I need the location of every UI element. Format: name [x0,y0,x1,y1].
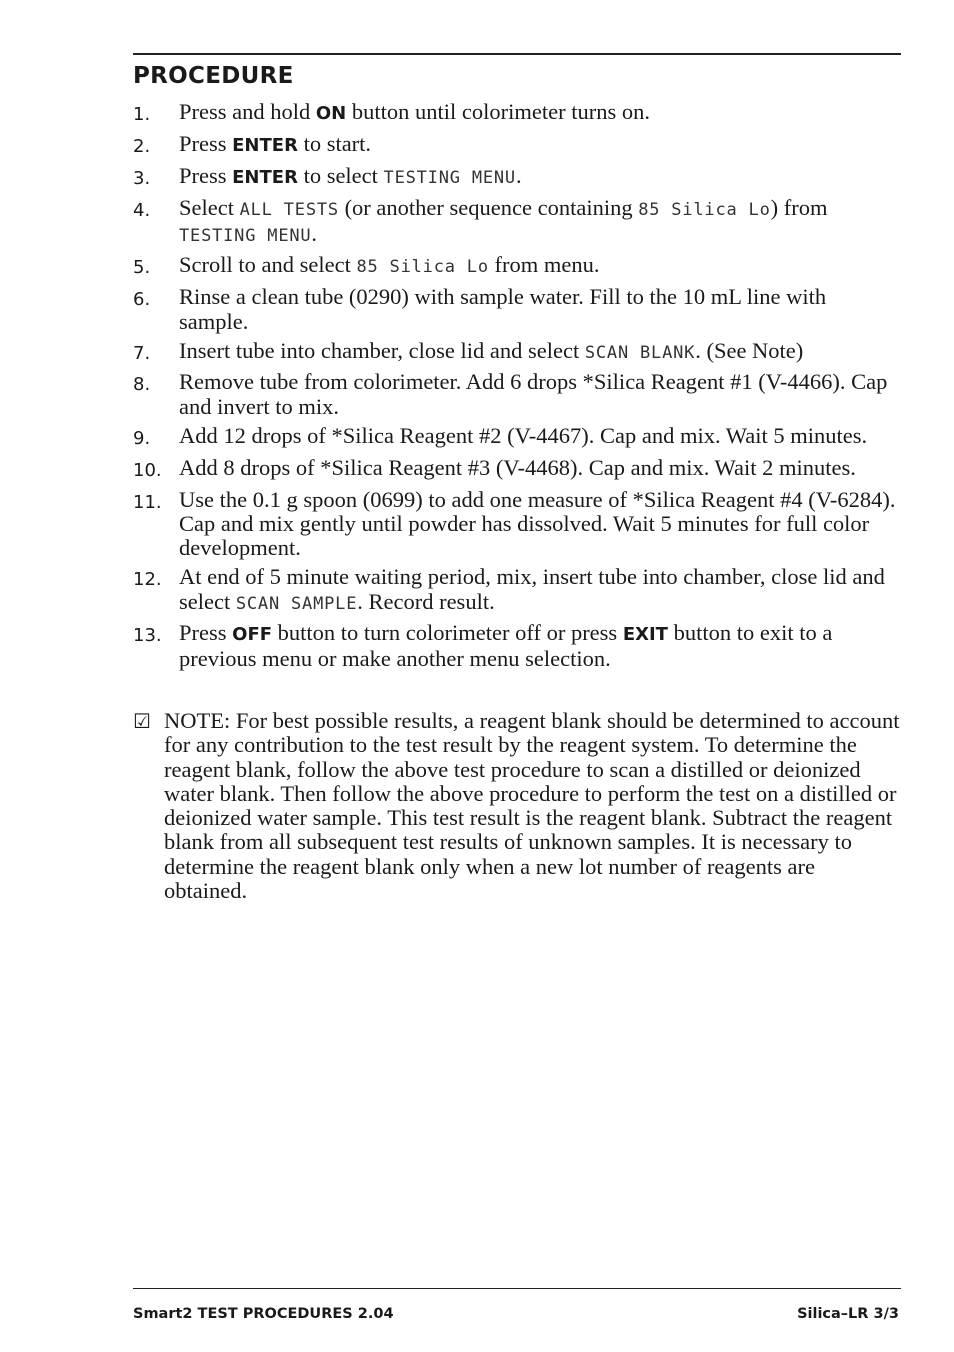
step-text [179,132,901,159]
procedure-steps [133,100,901,676]
procedure-step [133,565,901,616]
bottom-rule [133,1288,901,1289]
checkbox-icon: ☑ [133,709,151,733]
step-text [179,424,901,451]
step-text [179,339,901,366]
step-text [179,565,901,616]
display-text: 85 Silica Lo [356,257,489,278]
button-name: ENTER [232,166,298,188]
procedure-step [133,488,901,561]
procedure-step [133,196,901,249]
step-text [179,488,901,561]
step-text [179,196,901,249]
step-text-run: button to exit to a previous menu or make another menu selection. [179,619,833,671]
step-text [179,253,901,280]
step-number: 7. [133,342,151,364]
display-text: SCAN SAMPLE [235,593,358,614]
step-text-run: from menu. [488,252,600,278]
step-text-run: At end of 5 minute waiting period, mix, insert tube into chamber, close lid and select [179,564,885,614]
procedure-step [133,456,901,483]
button-name: ENTER [232,134,298,156]
step-number: 9. [133,427,151,449]
procedure-step [133,339,901,366]
note-block [133,709,901,903]
display-text: TESTING MENU [179,226,312,247]
step-number: 5. [133,257,151,279]
step-text-run: Press and hold [179,99,316,124]
step-number: 8. [133,374,151,396]
step-text-run: button to turn colorimeter off or press [272,619,623,645]
display-text: ALL TESTS [239,199,339,220]
step-text [179,456,901,483]
step-number: 13. [133,624,162,646]
procedure-step [133,132,901,159]
button-name: OFF [232,623,273,645]
footer-left: Smart2 TEST PROCEDURES 2.04 [133,1306,394,1322]
step-text [179,285,901,334]
section-title: PROCEDURE [133,63,294,89]
step-text-run: Add 8 drops of *Silica Reagent #3 (V-4468). Cap and mix. Wait 2 minutes. [179,454,856,480]
step-text [179,621,901,672]
step-text-run: button until colorimeter turns on. [346,99,650,124]
button-name: ON [315,103,347,124]
step-text-run: Add 12 drops of *Silica Reagent #2 (V-4467). Cap and mix. Wait 5 minutes. [179,422,868,448]
step-text-run: Press [179,619,233,645]
procedure-step [133,285,901,334]
note-text: NOTE: For best possible results, a reagent blank should be determined to account for any contribution to the test result by the reagent system. To determine the reagent blank, follow the above test procedure to scan a distilled or deionized water blank. Then follow the above procedure to perform the test on a distilled or deionized water sample. This test result is the reagent blank. Subtract the reagent blank from all subsequent test results of unknown samples. It is necessary to determine the reagent blank only when a new lot number of reagents are obtained. [164,708,900,904]
step-number: 4. [133,199,151,221]
step-text [179,100,901,127]
step-text-run: Rinse a clean tube (0290) with sample water. Fill to the 10 mL line with sample. [179,284,827,334]
display-text: 85 Silica Lo [638,199,771,220]
procedure-step [133,100,901,127]
step-text-run: to select [297,162,384,188]
procedure-step [133,621,901,672]
top-rule [133,53,901,55]
step-text-run: Press [179,130,233,156]
footer-right: Silica–LR 3/3 [797,1306,899,1322]
step-number: 2. [133,135,151,157]
step-text-run: Press [179,162,233,188]
step-number: 12. [133,569,162,591]
button-name: EXIT [622,623,668,645]
step-text-run: (or another sequence containing [338,194,639,220]
step-text [179,164,901,191]
step-text-run: . Record result. [357,588,495,614]
display-text: SCAN BLANK [584,342,696,363]
step-number: 11. [133,491,162,513]
step-text-run: . [311,221,318,247]
step-text-run: Remove tube from colorimeter. Add 6 drops *Silica Reagent #1 (V-4466). Cap and invert to mix. [179,369,888,419]
procedure-step [133,370,901,419]
step-text [179,370,901,419]
step-text-run: ) from [770,194,828,220]
step-text-run: Select [179,194,240,220]
step-text-run: . [515,162,522,188]
step-text-run: Scroll to and select [179,252,357,278]
step-text-run: Insert tube into chamber, close lid and select [179,337,585,363]
step-text-run: Use the 0.1 g spoon (0699) to add one measure of *Silica Reagent #4 (V-6284). Cap and mix gently until powder has dissolved. Wait 5 minutes for full color development. [179,486,896,561]
step-number: 6. [133,289,151,311]
step-text-run: to start. [297,130,372,156]
procedure-step [133,164,901,191]
procedure-step [133,253,901,280]
step-number: 10. [133,459,162,481]
step-number: 3. [133,167,151,189]
procedure-step [133,424,901,451]
display-text: TESTING MENU [383,167,516,188]
step-text-run: . (See Note) [695,337,804,363]
step-number: 1. [133,104,151,125]
